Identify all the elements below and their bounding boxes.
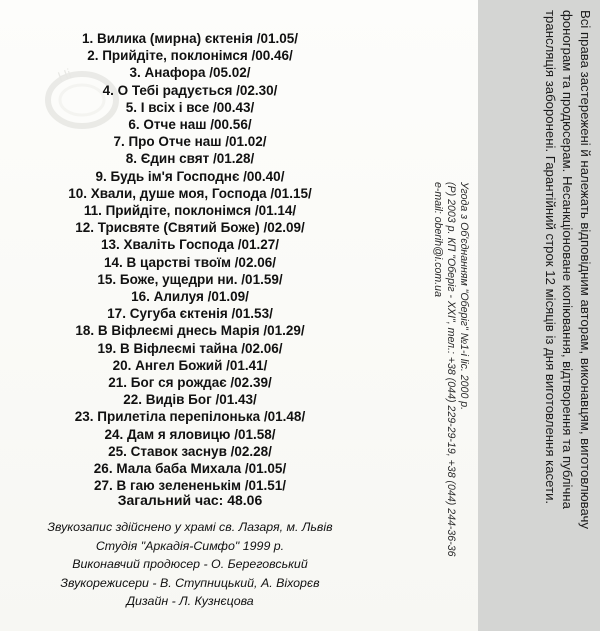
credit-line: Дизайн - Л. Кузнєцова [126,594,254,608]
svg-text:Hi: Hi [55,65,74,85]
track-item: 10. Хвали, душе моя, Господа /01.15/ [68,185,312,201]
legal-line: Угода з Об'єднанням "Оберіг" №1-і lic. 2000 р. [458,182,470,411]
credits [0,518,380,611]
track-item: 12. Трисвяте (Святий Боже) /02.09/ [75,220,305,236]
rights-line: Всі права застережені й належать відповідним авторам, виконавцям, виготовлювачу [578,10,593,529]
legal-line: (P) 2003 р. КП "Оберіг - XXI", тел.: +38 (044) 229-29-19, +38 (044) 244-36-36 [444,182,457,557]
track-item: 5. І всіх і все /00.43/ [125,99,255,115]
rights-line: трансляція заборонені. Гарантійний строк 12 місяців із дня виготовлення касети. [543,10,558,505]
track-item: 7. Про Отче наш /01.02/ [113,134,267,150]
track-item: 16. Алилуя /01.09/ [131,289,249,305]
track-item: 1. Вилика (мирна) єктенія /01.05/ [81,31,299,46]
track-item: 8. Єдин свят /01.28/ [125,151,255,167]
track-item: 19. В Віфлеємі тайна /02.06/ [97,340,283,356]
track-item: 22. Видів Бог /01.43/ [123,392,257,408]
track-item: 11. Прийдіте, поклонімся /01.14/ [83,203,297,219]
rights-line: фонограм та продюсерам. Несанкціоноване копіювання, відтворення та публічна [560,10,576,509]
rights-notice [542,10,595,625]
track-item: 14. В царстві твоїм /02.06/ [104,254,276,270]
credit-line: Студія "Аркадія-Симфо" 1999 р. [95,538,285,553]
credit-line: Звукорежисери - В. Ступницький, А. Віхорєв [60,575,320,590]
track-item: 13. Хваліть Господа /01.27/ [100,237,280,253]
track-item: 9. Будь ім'я Господнє /00.40/ [95,168,285,184]
track-item: 18. В Віфлеємі днесь Марія /01.29/ [75,323,305,339]
credit-line: Виконавчий продюсер - О. Береговський [72,557,308,571]
track-item: 3. Анафора /05.02/ [129,65,251,81]
track-item: 23. Прилетіла перепілонька /01.48/ [74,409,306,425]
track-item: 4. О Тебі радується /02.30/ [102,82,278,98]
track-item: 15. Боже, ущедри ни. /01.59/ [97,271,283,287]
track-item: 25. Ставок заснув /02.28/ [108,443,272,459]
track-item: 2. Прийдіте, поклонімся /00.46/ [87,48,293,64]
track-item: 17. Сугуба єктенія /01.53/ [107,306,273,322]
track-item: 20. Ангел Божий /01.41/ [112,357,268,373]
legal-line: e-mail: oberih@i.com.ua [431,182,444,297]
track-item: 6. Отче наш /00.56/ [128,117,252,133]
track-item: 21. Бог ся рождає /02.39/ [108,375,272,391]
total-time: Загальний час: 48.06 [117,492,263,508]
track-list [0,30,380,494]
track-item: 26. Мала баба Михала /01.05/ [93,461,287,477]
track-item: 24. Дам я яловицю /01.58/ [104,426,276,442]
legal-info [430,182,470,622]
track-item: 27. В гаю зелененькім /01.51/ [93,478,287,494]
credit-line: Звукозапис здійснено у храмі св. Лазаря, м. Львів [47,520,333,534]
